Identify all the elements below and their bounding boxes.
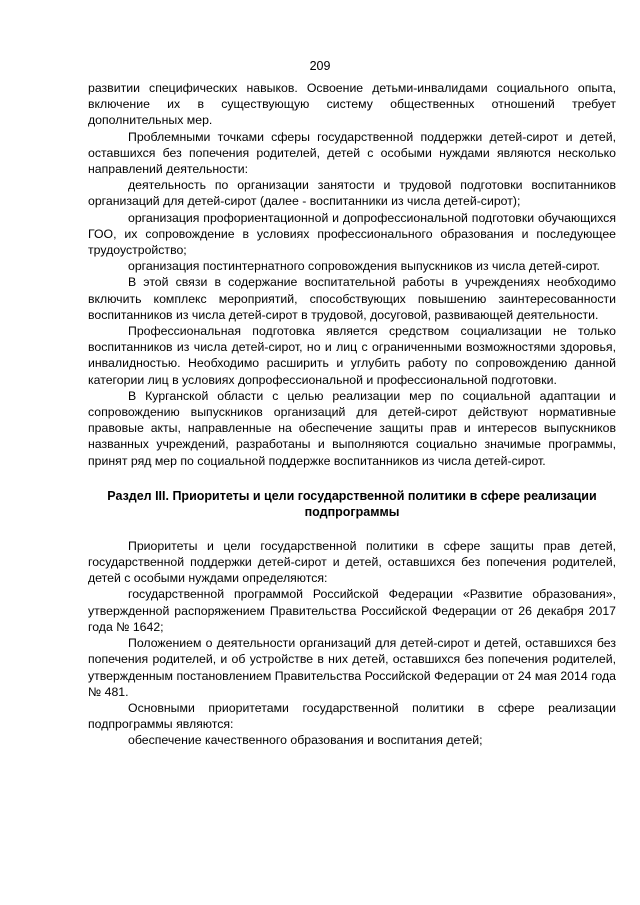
paragraph: Основными приоритетами государственной политики в сфере реализации подпрограммы являются:	[88, 700, 616, 732]
paragraph: Проблемными точками сферы государственной поддержки детей-сирот и детей, оставшихся без попечения родителей, детей с особыми нуждами являются несколько направлений деятельности:	[88, 129, 616, 177]
paragraph: развитии специфических навыков. Освоение детьми-инвалидами социального опыта, включение их в существующую систему общественных отношений требует дополнительных мер.	[88, 81, 616, 128]
document-body	[88, 80, 616, 749]
paragraph: организация постинтернатного сопровождения выпускников из числа детей-сирот.	[128, 259, 600, 274]
section-title-line-2: подпрограммы	[304, 504, 400, 519]
paragraphs-after-section	[88, 538, 616, 749]
paragraph: В этой связи в содержание воспитательной работы в учреждениях необходимо включить комплекс мероприятий, способствующих повышению заинтересованности воспитанников из числа детей-сирот в трудовой, досуговой, развивающей деятельности.	[88, 275, 616, 322]
section-title-line-1: Раздел III. Приоритеты и цели государственной политики в сфере реализации	[107, 488, 597, 503]
paragraph: деятельность по организации занятости и трудовой подготовки воспитанников организаций для детей-сирот (далее - воспитанники из числа детей-сирот);	[88, 178, 616, 209]
page-number: 209	[309, 59, 331, 73]
paragraphs-before-section	[88, 80, 616, 469]
paragraph: обеспечение качественного образования и воспитания детей;	[128, 733, 483, 748]
section-title	[88, 488, 616, 520]
paragraph: организация профориентационной и допрофессиональной подготовки обучающихся ГОО, их сопровождение в условиях профессионального образования и последующее трудоустройство;	[88, 210, 616, 258]
paragraph: Положением о деятельности организаций для детей-сирот и детей, оставшихся без попечения родителей, и об устройстве в них детей, оставшихся без попечения родителей, утвержденным постановлением Правительства Российской Федерации от 24 мая 2014 года № 481.	[88, 636, 616, 699]
paragraph: Профессиональная подготовка является средством социализации не только воспитанников из числа детей-сирот, но и лиц с ограниченными возможностями здоровья, инвалидностью. Необходимо расширить и углубить работу по сопровождению данной категории лиц в условиях допрофессиональной и профессиональной подготовки.	[88, 324, 616, 387]
paragraph: В Курганской области с целью реализации мер по социальной адаптации и сопровождению выпускников организаций для детей-сирот действуют нормативные правовые акты, направленные на обеспечение защиты прав и интересов выпускников названных учреждений, разработаны и выполняются социально значимые программы, принят ряд мер по социальной поддержке воспитанников из числа детей-сирот.	[88, 388, 616, 468]
paragraph: государственной программой Российской Федерации «Развитие образования», утвержденной распоряжением Правительства Российской Федерации от 26 декабря 2017 года № 1642;	[88, 587, 616, 634]
paragraph: Приоритеты и цели государственной политики в сфере защиты прав детей, государственной поддержки детей-сирот и детей, оставшихся без попечения родителей, детей с особыми нуждами определяются:	[88, 538, 616, 586]
